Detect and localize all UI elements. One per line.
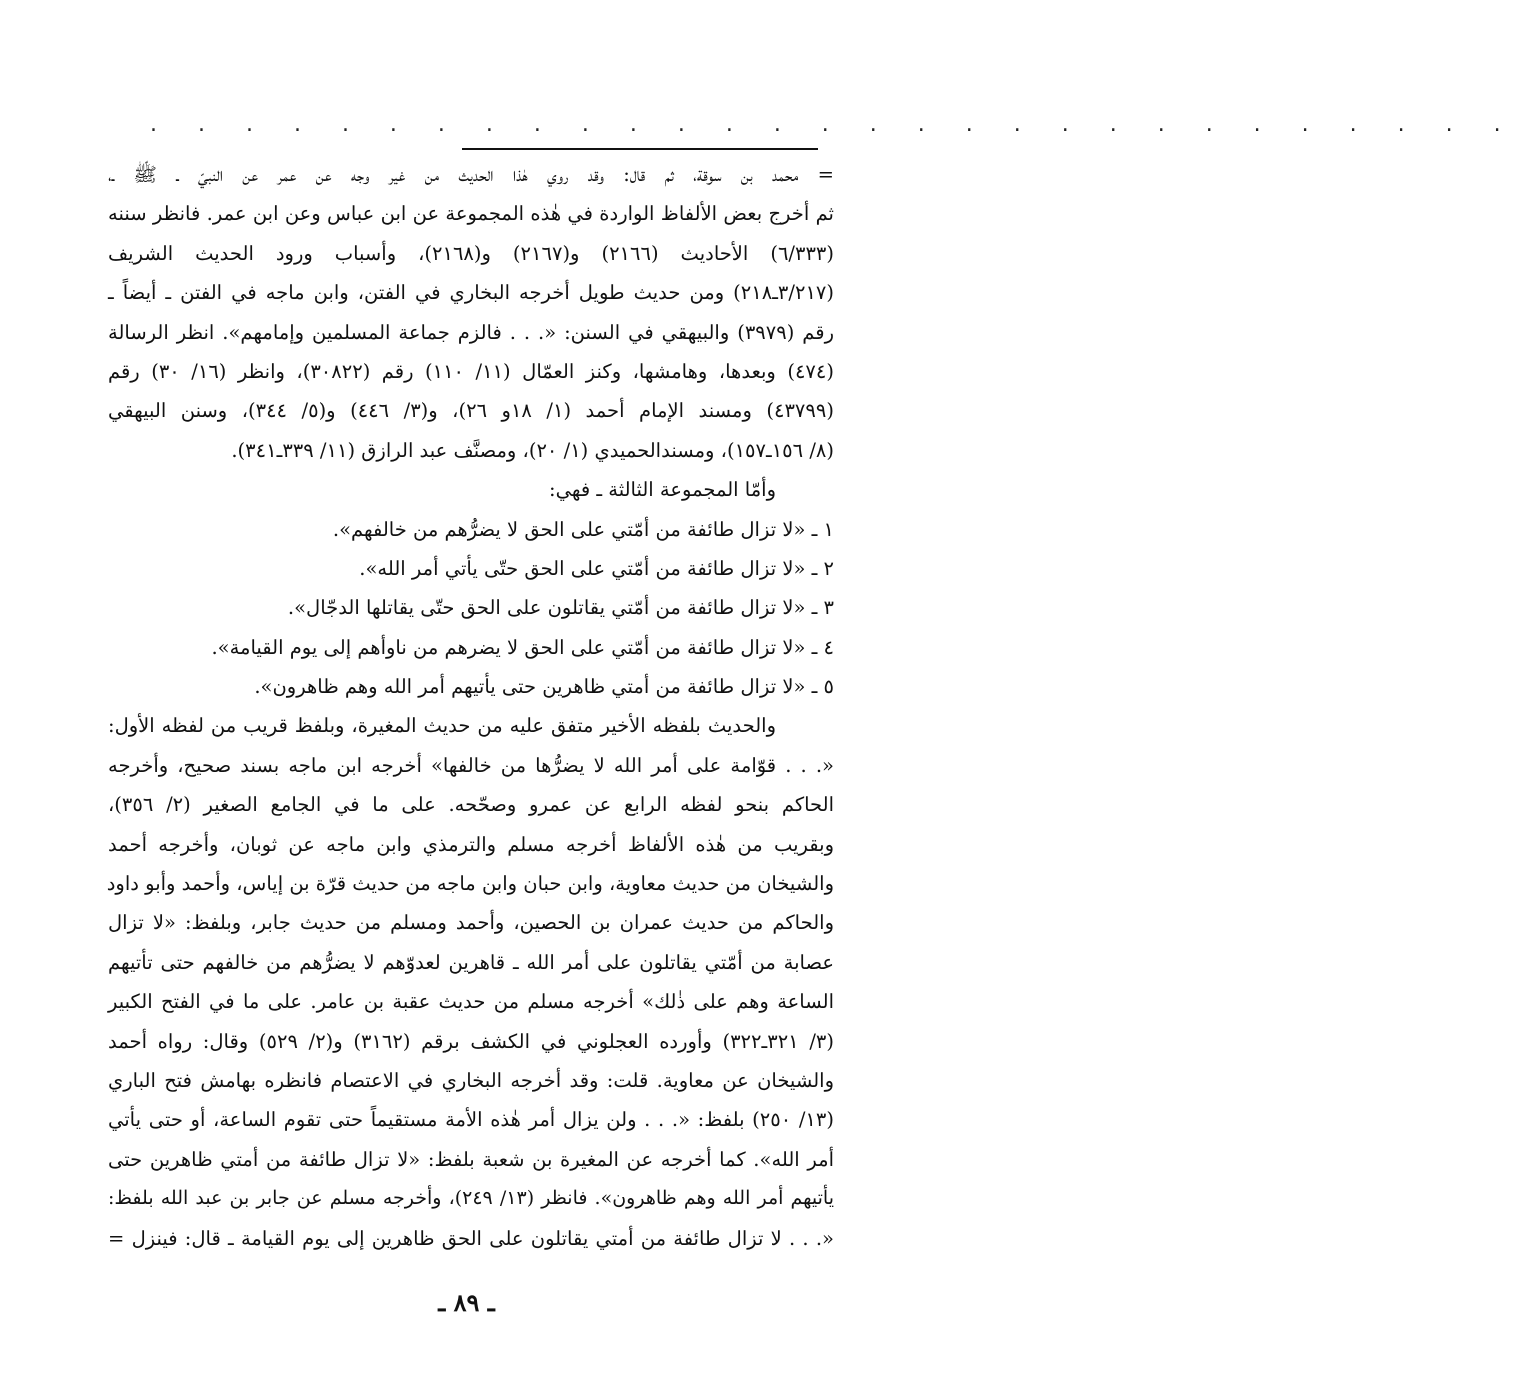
- text-line: = محمد بن سوقة، ثم قال: وقد روي هٰذا الحديث من غير وجه عن عمر عن النبيّ ـ ﷺ ـ،: [108, 163, 834, 186]
- text-line: والحاكم من حديث عمران بن الحصين، وأحمد ومسلم من حديث جابر، وبلفظ: «لا تزال: [108, 911, 834, 935]
- text-line: (٨/ ١٥٦ـ١٥٧)، ومسندالحميدي (١/ ٢٠)، ومصنَّف عبد الرازق (١١/ ٣٣٩ـ٣٤١).: [231, 438, 834, 462]
- text-line: والشيخان من حديث معاوية، وابن حبان وابن ماجه من حديث قرّة بن إياس، وأحمد وأبو داود: [106, 872, 834, 896]
- text-line: أمر الله». كما أخرجه عن المغيرة بن شعبة بلفظ: «لا تزال طائفة من أمتي ظاهرين حتى: [108, 1147, 834, 1171]
- text-line: (١٣/ ٢٥٠) بلفظ: «. . . ولن يزال أمر هٰذه الأمة مستقيماً حتى تقوم الساعة، أو حتى يأتي: [108, 1108, 834, 1132]
- text-line: الحاكم بنحو لفظه الرابع عن عمرو وصحّحه. على ما في الجامع الصغير (٢/ ٣٥٦)،: [108, 793, 834, 817]
- text-line: (٣/٢١٧ـ٢١٨) ومن حديث طويل أخرجه البخاري في الفتن، وابن ماجه في الفتن ـ أيضاً ـ: [108, 281, 834, 305]
- text-line: (٤٧٤) وبعدها، وهامشها، وكنز العمّال (١١/ ١١٠) رقم (٣٠٨٢٢)، وانظر (١٦/ ٣٠) رقم: [108, 359, 834, 383]
- text-line: الساعة وهم على ذٰلك» أخرجه مسلم من حديث عقبة بن عامر. على ما في الفتح الكبير: [108, 990, 834, 1014]
- text-line: والشيخان عن معاوية. قلت: وقد أخرجه البخاري في الاعتصام فانظره بهامش فتح الباري: [108, 1068, 834, 1092]
- text-line: (٤٣٧٩٩) ومسند الإمام أحمد (١/ ١٨و ٢٦)، و(٣/ ٤٤٦) و(٥/ ٣٤٤)، وسنن البيهقي: [108, 399, 834, 423]
- text-line: والحديث بلفظه الأخير متفق عليه من حديث المغيرة، وبلفظ قريب من لفظه الأول:: [108, 714, 776, 738]
- header-dot-rule: . . . . . . . . . . . . . . . . . . . . . . . . . . . . .: [150, 112, 1518, 137]
- text-line: يأتيهم أمر الله وهم ظاهرون». فانظر (١٣/ ٢٤٩)، وأخرجه مسلم عن جابر بن عبد الله بلفظ:: [108, 1187, 835, 1210]
- section-heading-line: وأمّا المجموعة الثالثة ـ فهي:: [549, 478, 776, 502]
- hadith-list-item: ٣ ـ «لا تزال طائفة من أمّتي يقاتلون على الحق حتّى يقاتلها الدجّال».: [287, 596, 834, 620]
- hadith-list-item: ٥ ـ «لا تزال طائفة من أمتي ظاهرين حتى يأتيهم أمر الله وهم ظاهرون».: [254, 675, 834, 699]
- hadith-list-item: ٤ ـ «لا تزال طائفة من أمّتي على الحق لا يضرهم من ناوأهم إلى يوم القيامة».: [211, 635, 834, 659]
- footnote-text-block: [108, 155, 834, 1258]
- hadith-list-item: ٢ ـ «لا تزال طائفة من أمّتي على الحق حتّى يأتي أمر الله».: [359, 556, 834, 580]
- page-number: ـ ٨٩ ـ: [438, 1288, 495, 1317]
- text-line: «. . . لا تزال طائفة من أمتي يقاتلون على الحق ظاهرين إلى يوم القيامة ـ قال: فينزل =: [108, 1226, 834, 1250]
- text-line: عصابة من أمّتي يقاتلون على أمر الله ـ قاهرين لعدوّهم لا يضرُّهم من خالفهم حتى تأتيهم: [108, 950, 834, 974]
- footnote-separator-rule: [462, 148, 818, 150]
- text-line: (٦/٣٣٣) الأحاديث (٢١٦٦) و(٢١٦٧) و(٢١٦٨)، وأسباب ورود الحديث الشريف: [108, 241, 835, 265]
- text-line: وبقريب من هٰذه الألفاظ أخرجه مسلم والترمذي وابن ماجه عن ثوبان، وأخرجه أحمد: [108, 832, 834, 856]
- text-line: (٣/ ٣٢١ـ٣٢٢) وأورده العجلوني في الكشف برقم (٣١٦٢) و(٢/ ٥٢٩) وقال: رواه أحمد: [108, 1029, 834, 1053]
- text-line: ثم أخرج بعض الألفاظ الواردة في هٰذه المجموعة عن ابن عباس وعن ابن عمر. فانظر سننه: [108, 202, 834, 226]
- text-line: رقم (٣٩٧٩) والبيهقي في السنن: «. . . فالزم جماعة المسلمين وإمامهم». انظر الرسالة: [108, 320, 834, 344]
- text-line: «. . . قوّامة على أمر الله لا يضرُّها من خالفها» أخرجه ابن ماجه بسند صحيح، وأخرجه: [108, 753, 834, 777]
- hadith-list-item: ١ ـ «لا تزال طائفة من أمّتي على الحق لا يضرُّهم من خالفهم».: [332, 517, 834, 541]
